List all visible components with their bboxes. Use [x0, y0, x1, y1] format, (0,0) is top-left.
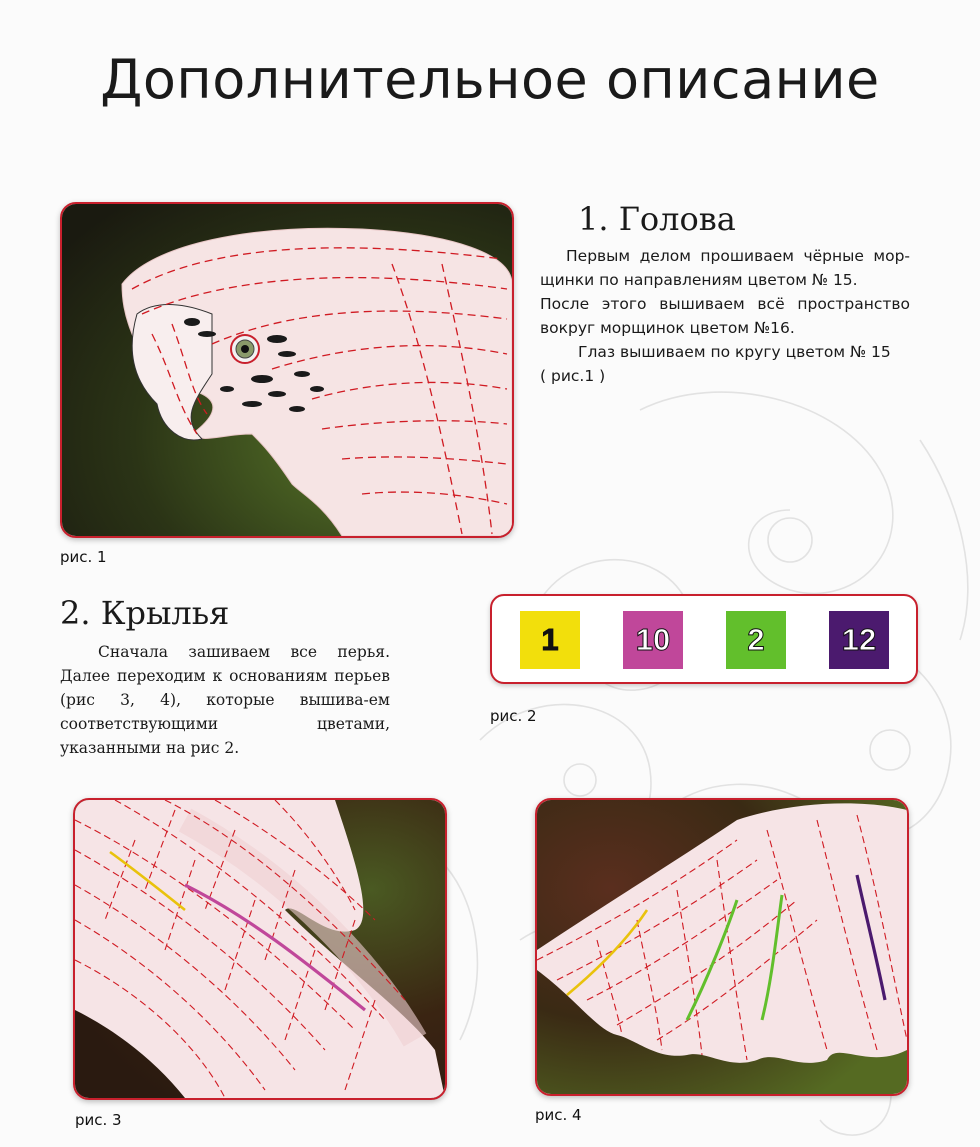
section-1-heading: 1. Голова [578, 200, 736, 238]
swatch-label: 1 [541, 622, 559, 657]
swatch-label: 2 [747, 622, 765, 657]
figure-3-caption: рис. 3 [75, 1111, 122, 1129]
section-2-text [60, 640, 390, 760]
figure-3-wing-image [73, 798, 447, 1100]
section-1-text [540, 244, 910, 388]
section-1-paragraph-2: После этого вышиваем всё пространство вокруг морщинок цветом №16. [540, 295, 910, 337]
swatch-label: 10 [635, 622, 671, 657]
swatch-purple [829, 611, 889, 669]
figure-1-caption: рис. 1 [60, 548, 107, 566]
section-1-paragraph-3: Глаз вышиваем по кругу цветом № 15 [578, 343, 891, 361]
figure-4-wing-image [535, 798, 909, 1096]
swatch-label: 12 [841, 622, 877, 657]
swatch-pink [623, 611, 683, 669]
section-2-paragraph: Сначала зашиваем все перья. Далее переходим к основаниям перьев (рис 3, 4), которые вышива-ем соответствующими цветами, указанными на рис 2. [60, 643, 390, 757]
page-title: Дополнительное описание [100, 48, 880, 111]
figure-4-caption: рис. 4 [535, 1106, 582, 1124]
swatch-green [726, 611, 786, 669]
section-2-heading: 2. Крылья [60, 594, 230, 632]
figure-2-color-swatches [490, 594, 918, 684]
swatch-yellow [520, 611, 580, 669]
section-1-paragraph-1: Первым делом прошиваем чёрные мор-щинки по направлениям цветом № 15. [540, 247, 910, 289]
section-1-paragraph-4: ( рис.1 ) [540, 367, 606, 385]
figure-2-caption: рис. 2 [490, 707, 537, 725]
figure-1-head-image [60, 202, 514, 538]
